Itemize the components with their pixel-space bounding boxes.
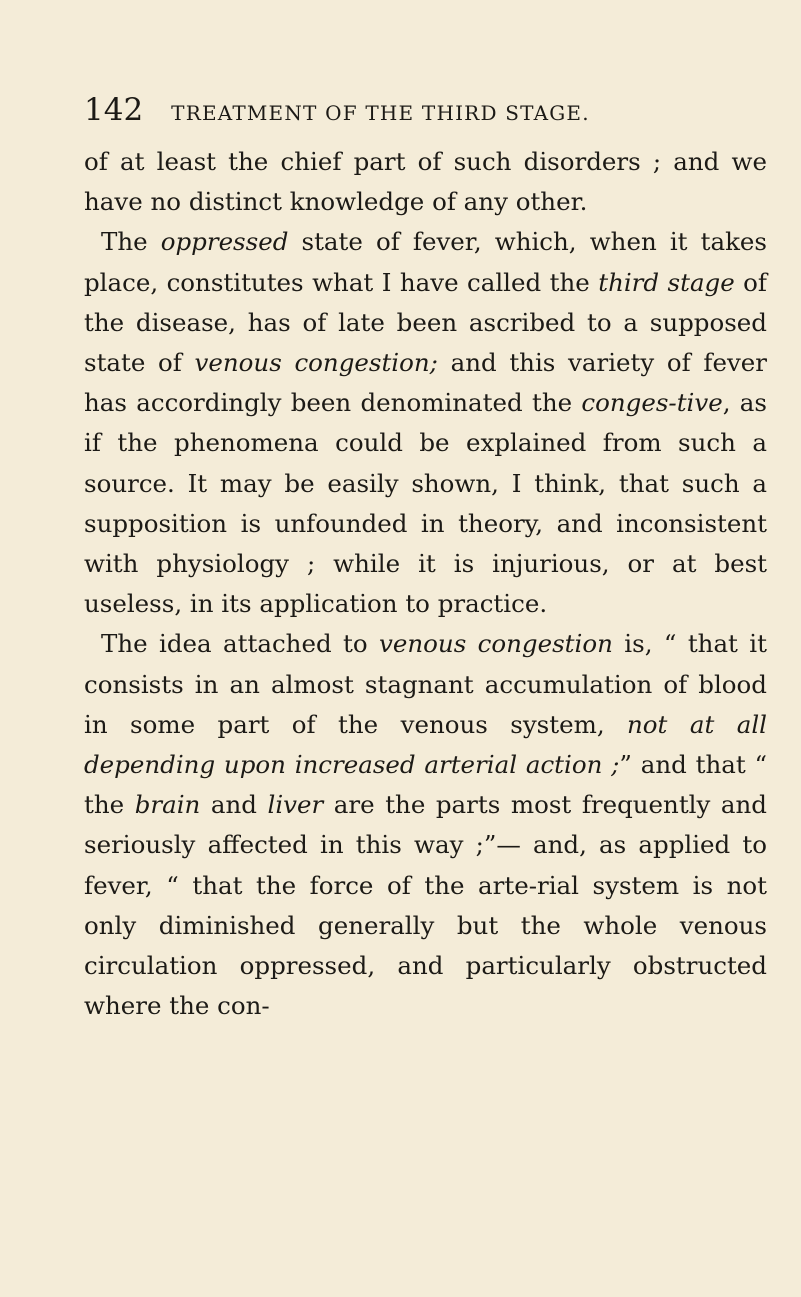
italic-run: conges-tive	[581, 388, 723, 418]
body-text	[84, 142, 767, 1026]
text-run: of the disease, has of late been ascribed to a supposed state of	[84, 267, 767, 378]
italic-run: third stage	[598, 267, 735, 297]
text-run: is, “ that it consists in an almost stagnant accumulation of blood in some part of the venous system,	[84, 629, 767, 739]
paragraph-1-text: of at least the chief part of such disorders ; and we have no distinct knowledge of any other.	[84, 147, 767, 217]
italic-run: liver	[267, 790, 324, 820]
running-head	[84, 92, 767, 132]
paragraph-1	[84, 142, 767, 222]
text-run: , as if the phenomena could be explained from such a source. It may be easily shown, I think, that such a supposition is unfounded in theory, and inconsistent with physiology ; while it is injurious, or at best useless, in its application to practice.	[84, 388, 767, 619]
paragraph-3	[84, 624, 767, 1026]
text-run: and	[200, 790, 268, 820]
paragraph-2	[84, 222, 767, 624]
italic-run: venous congestion;	[194, 348, 438, 378]
running-title: TREATMENT OF THE THIRD STAGE.	[171, 101, 590, 125]
italic-run: brain	[134, 790, 201, 820]
text-run: and this variety of fever has accordingly been denominated the	[84, 348, 768, 418]
text-run: The idea attached to	[101, 629, 380, 659]
text-run: state of fever, which, when it takes place, constitutes what I have called the	[84, 227, 767, 297]
italic-run: not at all depending upon increased arterial action ;	[84, 709, 767, 780]
italic-run: oppressed	[160, 227, 289, 257]
italic-run: venous congestion	[379, 629, 613, 659]
text-run: ” and that “ the	[84, 750, 767, 820]
text-run: are the parts most frequently and seriously affected in this way ;”— and, as applied to fever, “ that the force of the arte-rial system is not only diminished generally but the whole venous circulation oppressed, and particularly obstructed where the con-	[84, 790, 767, 1021]
text-run: The	[101, 227, 161, 257]
page-number: 142	[84, 92, 144, 128]
